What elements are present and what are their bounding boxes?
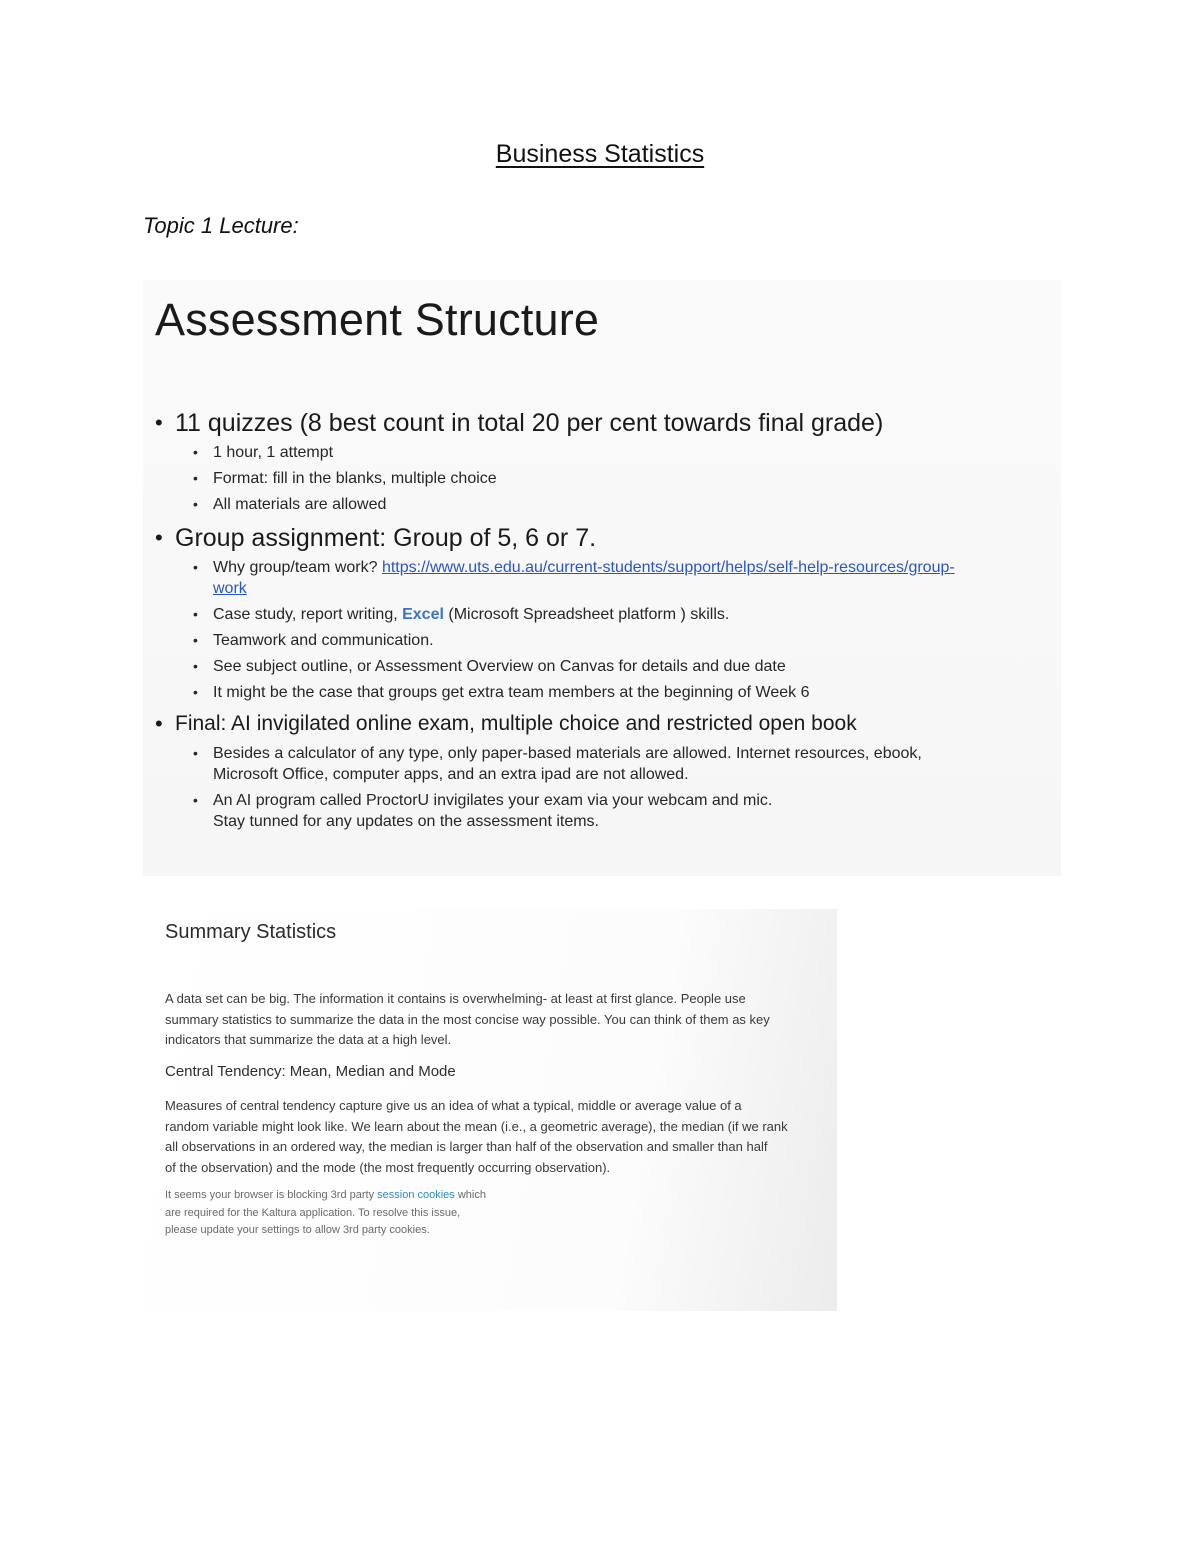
- cookie-line: please update your settings to allow 3rd party cookies.: [165, 1224, 430, 1236]
- sub-item-why-group: [175, 557, 1045, 599]
- quizzes-text: 11 quizzes (8 best count in total 20 per cent towards final grade): [175, 409, 884, 437]
- central-tendency-paragraph: [165, 1096, 805, 1178]
- paragraph-line: all observations in an ordered way, the median is larger than half of the observation and smaller than half: [165, 1139, 768, 1154]
- group-assignment-text: Group assignment: Group of 5, 6 or 7.: [175, 524, 597, 552]
- topic-label: Topic 1 Lecture:: [143, 213, 299, 238]
- proctoru-line-1: • An AI program called ProctorU invigilates your exam via your webcam and mic.: [213, 792, 773, 809]
- sub-item-case-study: [175, 604, 1045, 625]
- sub-item: • All materials are allowed: [175, 494, 1045, 515]
- sub-item: • 1 hour, 1 attempt: [175, 442, 1045, 463]
- sub-item: • It might be the case that groups get extra team members at the beginning of Week 6: [175, 682, 1045, 703]
- list-item-group-assignment: [155, 523, 1045, 703]
- uts-group-work-link[interactable]: https://www.uts.edu.au/current-students/support/helps/self-help-resources/group-: [381, 559, 955, 576]
- slide-title: Assessment Structure: [155, 294, 600, 345]
- list-item-final-exam: [155, 709, 1045, 832]
- uts-group-work-link-cont[interactable]: work: [213, 580, 247, 597]
- case-study-text: Case study, report writing,: [213, 606, 403, 623]
- paragraph-line: A data set can be big. The information it contains is overwhelming- at least at first glance. People use: [165, 991, 746, 1006]
- quizzes-sublist: [175, 442, 1045, 515]
- sub-item: • See subject outline, or Assessment Overview on Canvas for details and due date: [175, 656, 1045, 677]
- assessment-structure-slide: [143, 280, 1061, 876]
- cookie-text: It seems your browser is blocking 3rd party: [165, 1189, 378, 1201]
- summary-paragraph: [165, 989, 805, 1051]
- calculator-line-1: • Besides a calculator of any type, only paper-based materials are allowed. Internet resources, ebook,: [213, 745, 922, 762]
- calculator-line-2: Microsoft Office, computer apps, and an extra ipad are not allowed.: [213, 766, 689, 783]
- sub-item-calculator: [175, 743, 1045, 785]
- central-tendency-heading: Central Tendency: Mean, Median and Mode: [165, 1063, 456, 1080]
- sub-item-proctoru: [175, 790, 1045, 832]
- cookie-line: are required for the Kaltura application. To resolve this issue,: [165, 1206, 461, 1219]
- list-item-quizzes: [155, 408, 1045, 515]
- summary-statistics-title: Summary Statistics: [165, 921, 337, 943]
- case-study-suffix: (Microsoft Spreadsheet platform ) skills.: [443, 606, 730, 623]
- group-sublist: [175, 557, 1045, 703]
- final-sublist: [175, 743, 1045, 832]
- proctoru-line-2: Stay tunned for any updates on the assessment items.: [213, 813, 599, 830]
- cookie-warning: [165, 1187, 525, 1240]
- final-exam-text: Final: AI invigilated online exam, multiple choice and restricted open book: [175, 712, 857, 735]
- sub-item: • Format: fill in the blanks, multiple choice: [175, 468, 1045, 489]
- excel-word: Excel: [402, 606, 444, 623]
- sub-item: • Teamwork and communication.: [175, 630, 1045, 651]
- paragraph-line: summary statistics to summarize the data in the most concise way possible. You can think of them as key: [165, 1011, 770, 1027]
- assessment-list: [155, 408, 1045, 837]
- paragraph-line: indicators that summarize the data at a high level.: [165, 1032, 452, 1047]
- cookie-text-suffix: which: [454, 1189, 486, 1201]
- paragraph-line: random variable might look like. We learn about the mean (i.e., a geometric average), the median (if we rank: [165, 1118, 788, 1134]
- why-group-text: Why group/team work?: [213, 559, 382, 576]
- paragraph-line: Measures of central tendency capture give us an idea of what a typical, middle or average value of a: [165, 1098, 742, 1113]
- session-cookies-link[interactable]: session cookies: [377, 1189, 455, 1201]
- paragraph-line: of the observation) and the mode (the most frequently occurring observation).: [165, 1159, 611, 1175]
- summary-statistics-slide: [143, 909, 837, 1311]
- document-title: Business Statistics: [495, 140, 705, 168]
